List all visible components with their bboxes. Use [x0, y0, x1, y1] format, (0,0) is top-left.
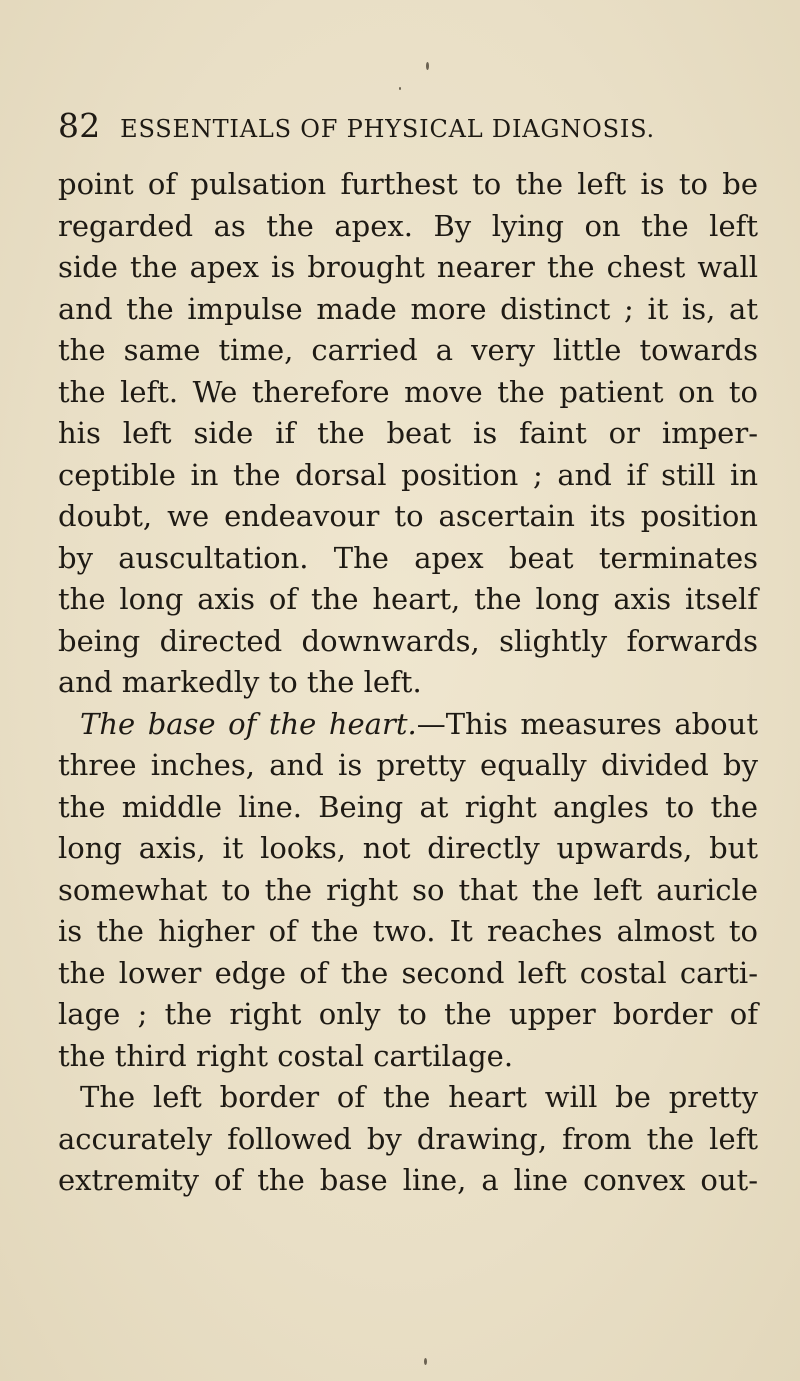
text-line: and the impulse made more distinct ; it is, at: [58, 291, 758, 326]
text-line: is the higher of the two. It reaches almost to: [58, 914, 758, 948]
text-line: the same time, carried a very little towards: [58, 333, 758, 367]
text-line: side the apex is brought nearer the chest wall: [58, 250, 758, 284]
body-text: [58, 164, 758, 1202]
text-line: point of pulsation furthest to the left is to be: [58, 167, 758, 201]
text-line: long axis, it looks, not directly upwards, but: [58, 831, 758, 865]
section-heading-line: [58, 704, 758, 746]
text-line: the third right costal cartilage.: [58, 1038, 514, 1073]
page-header: [58, 106, 758, 146]
text-line: three inches, and is pretty equally divided by: [58, 748, 758, 782]
text-line: somewhat to the right so that the left auricle: [58, 872, 758, 907]
text-line: ceptible in the dorsal position ; and if still in: [58, 457, 758, 492]
text-span: —This measures about: [416, 706, 758, 741]
print-speck: [426, 62, 429, 70]
text-line: the middle line. Being at right angles to the: [58, 789, 758, 824]
text-line: being directed downwards, slightly forwards: [58, 623, 758, 658]
text-line: the lower edge of the second left costal carti-: [58, 955, 758, 990]
running-title: ESSENTIALS OF PHYSICAL DIAGNOSIS.: [120, 115, 655, 143]
text-line: and markedly to the left.: [58, 665, 422, 699]
print-speck: [399, 87, 401, 90]
text-line: accurately followed by drawing, from the left: [58, 1121, 758, 1156]
text-line: doubt, we endeavour to ascertain its position: [58, 499, 758, 533]
text-line: the long axis of the heart, the long axis itself: [58, 582, 758, 616]
text-line: regarded as the apex. By lying on the left: [58, 208, 758, 243]
text-line: The left border of the heart will be pretty: [80, 1080, 758, 1114]
print-speck: [424, 1358, 427, 1365]
text-line: extremity of the base line, a line convex out-: [58, 1163, 758, 1197]
text-line: his left side if the beat is faint or imper-: [58, 416, 758, 450]
text-line: by auscultation. The apex beat terminates: [58, 540, 758, 575]
text-line: the left. We therefore move the patient on to: [58, 374, 758, 409]
section-heading: The base of the heart.: [80, 706, 417, 741]
page-number: 82: [58, 106, 101, 145]
text-line: lage ; the right only to the upper border of: [58, 997, 758, 1031]
